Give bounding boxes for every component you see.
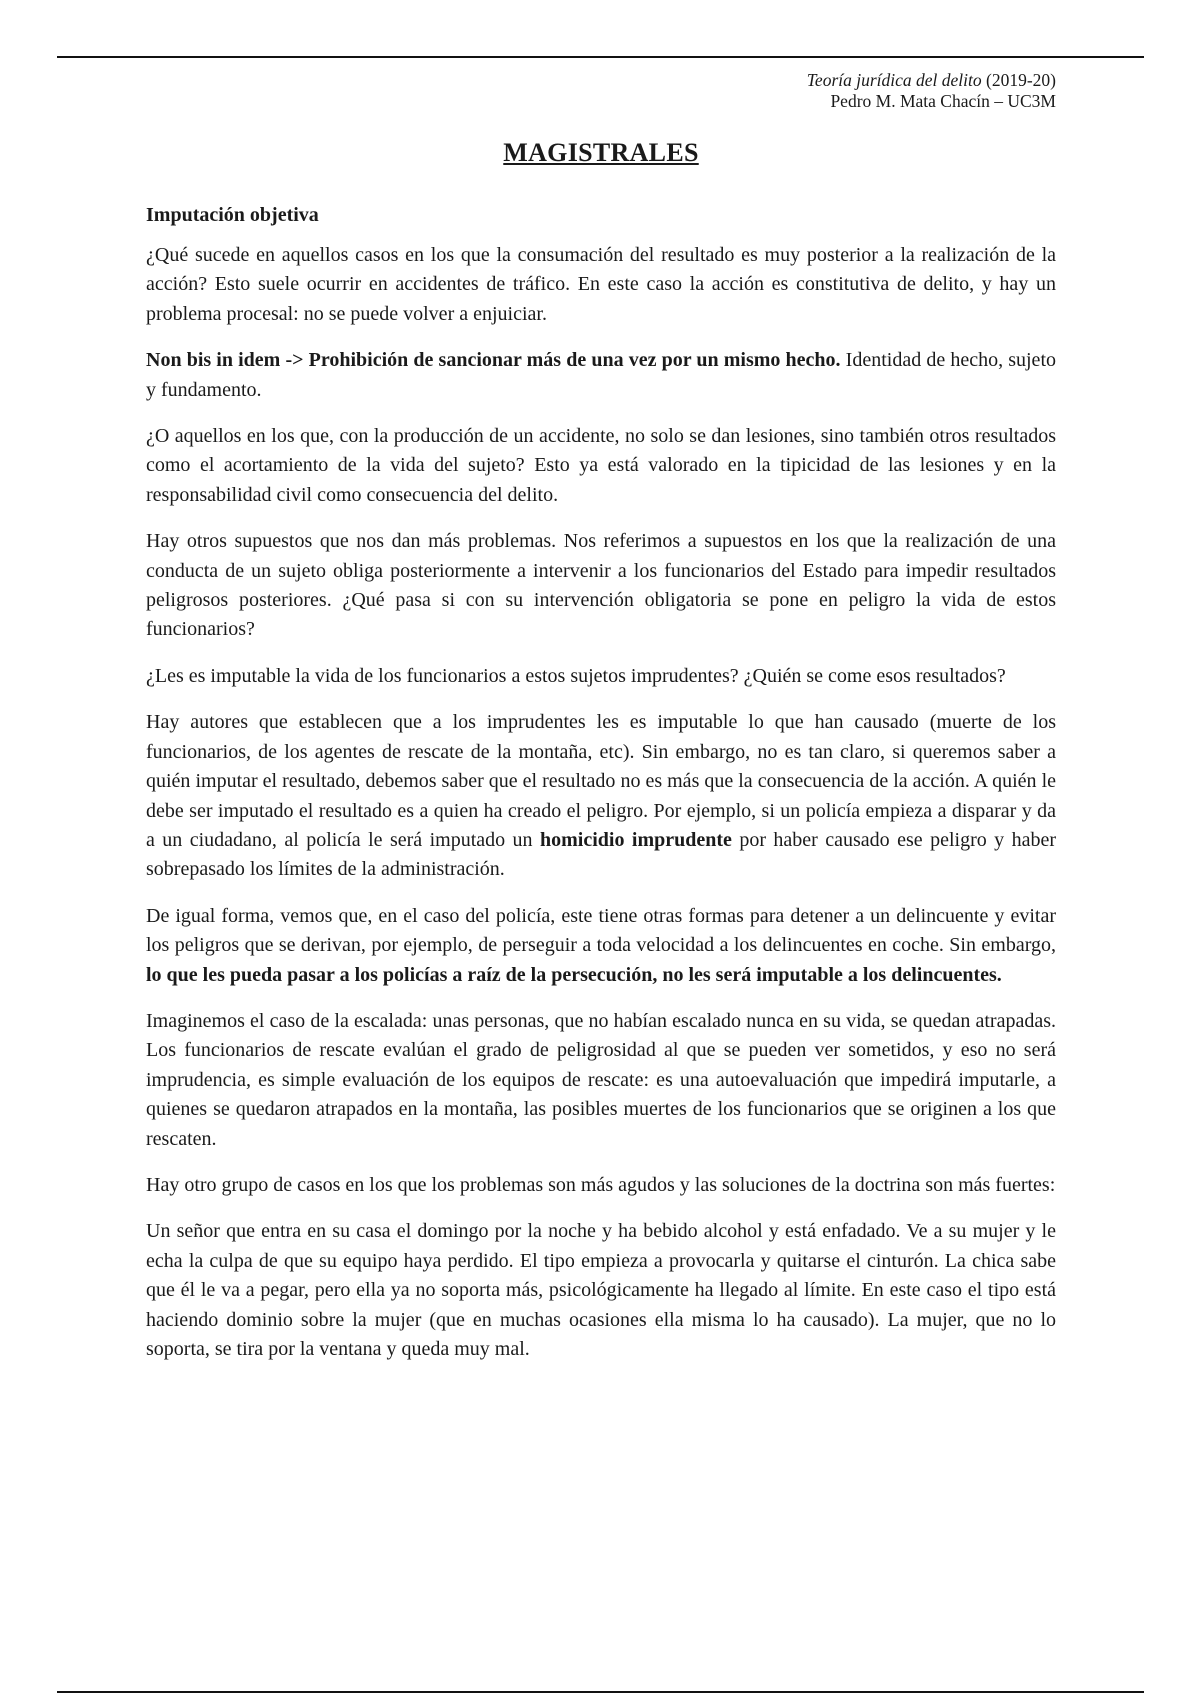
author-line: Pedro M. Mata Chacín – UC3M (830, 91, 1056, 111)
paragraph-2-rest: Identidad de hecho, sujeto y fundamento. (146, 349, 1056, 401)
paragraph-2 (146, 346, 1056, 405)
paragraph-3: ¿O aquellos en los que, con la producción de un accidente, no solo se dan lesiones, sino también otros resultados como el acortamiento de la vida del sujeto? Esto ya está valorado en la tipicidad de las lesiones y en la responsabilidad civil como consecuencia del delito. (146, 425, 1056, 506)
paragraph-6 (146, 708, 1056, 884)
paragraph-7 (146, 902, 1056, 990)
bottom-rule (57, 1691, 1144, 1693)
paragraph-10: Un señor que entra en su casa el domingo por la noche y ha bebido alcohol y está enfadado. Ve a su mujer y le echa la culpa de que su equipo haya perdido. El tipo empieza a provocarla y quitarse el cinturón. La chica sabe que él le va a pegar, pero ella ya no soporta más, psicológicamente ha llegado al límite. En este caso el tipo está haciendo dominio sobre la mujer (que en muchas ocasiones ella misma lo ha causado). La mujer, que no lo soporta, se tira por la ventana y queda muy mal. (146, 1220, 1056, 1360)
paragraph-8: Imaginemos el caso de la escalada: unas personas, que no habían escalado nunca en su vida, se quedan atrapadas. Los funcionarios de rescate evalúan el grado de peligrosidad al que se pueden ver sometidos, y eso no será imprudencia, es simple evaluación de los equipos de rescate: es una autoevaluación que impedirá imputarle, a quienes se quedaron atrapados en la montaña, las posibles muertes de los funcionarios que se originen a los que rescaten. (146, 1009, 1056, 1150)
paragraph-1: ¿Qué sucede en aquellos casos en los que la consumación del resultado es muy posterior a la realización de la acción? Esto suele ocurrir en accidentes de tráfico. En este caso la acción es constitutiva de delito, y hay un problema procesal: no se puede volver a enjuiciar. (146, 244, 1056, 325)
paragraph-7-start: De igual forma, vemos que, en el caso del policía, este tiene otras formas para detener a un delincuente y evitar los peligros que se derivan, por ejemplo, de perseguir a toda velocidad a los delincuentes en coche. Sin embargo, (146, 904, 1056, 957)
course-title: Teoría jurídica del delito (806, 70, 982, 90)
page-title: MAGISTRALES (503, 138, 699, 167)
paragraph-6-bold: homicidio imprudente (540, 828, 732, 851)
paragraph-9: Hay otro grupo de casos en los que los problemas son más agudos y las soluciones de la doctrina son más fuertes: (146, 1173, 1056, 1196)
paragraph-6-end: por haber causado ese peligro y haber sobrepasado los límites de la administración. (146, 828, 1057, 881)
course-line (146, 70, 1056, 91)
paragraph-2-bold: Non bis in idem -> Prohibición de sancionar más de una vez por un mismo hecho. (146, 349, 841, 372)
paragraph-7-bold: lo que les pueda pasar a los policías a raíz de la persecución, no les será imputable a los delincuentes. (146, 963, 1002, 986)
page-header (146, 70, 1056, 112)
section-heading: Imputación objetiva (146, 204, 319, 226)
paragraph-4: Hay otros supuestos que nos dan más problemas. Nos referimos a supuestos en los que la realización de una conducta de un sujeto obliga posteriormente a intervenir a los funcionarios del Estado para impedir resultados peligrosos posteriores. ¿Qué pasa si con su intervención obligatoria se pone en peligro la vida de estos funcionarios? (146, 530, 1056, 641)
paragraph-6-start: Hay autores que establecen que a los imprudentes les es imputable lo que han causado (muerte de los funcionarios, de los agentes de rescate de la montaña, etc). Sin embargo, no es tan claro, si queremos saber a quién imputar el resultado, debemos saber que el resultado no es más que la consecuencia de la acción. A quién le debe ser imputado el resultado es a quien ha creado el peligro. Por ejemplo, si un policía empieza a disparar y da a un ciudadano, al policía le será imputado un (146, 711, 1056, 851)
course-year: (2019-20) (981, 70, 1056, 90)
paragraph-5: ¿Les es imputable la vida de los funcionarios a estos sujetos imprudentes? ¿Quién se come esos resultados? (146, 664, 1006, 687)
document-page (146, 70, 1056, 1364)
top-rule (57, 56, 1144, 58)
